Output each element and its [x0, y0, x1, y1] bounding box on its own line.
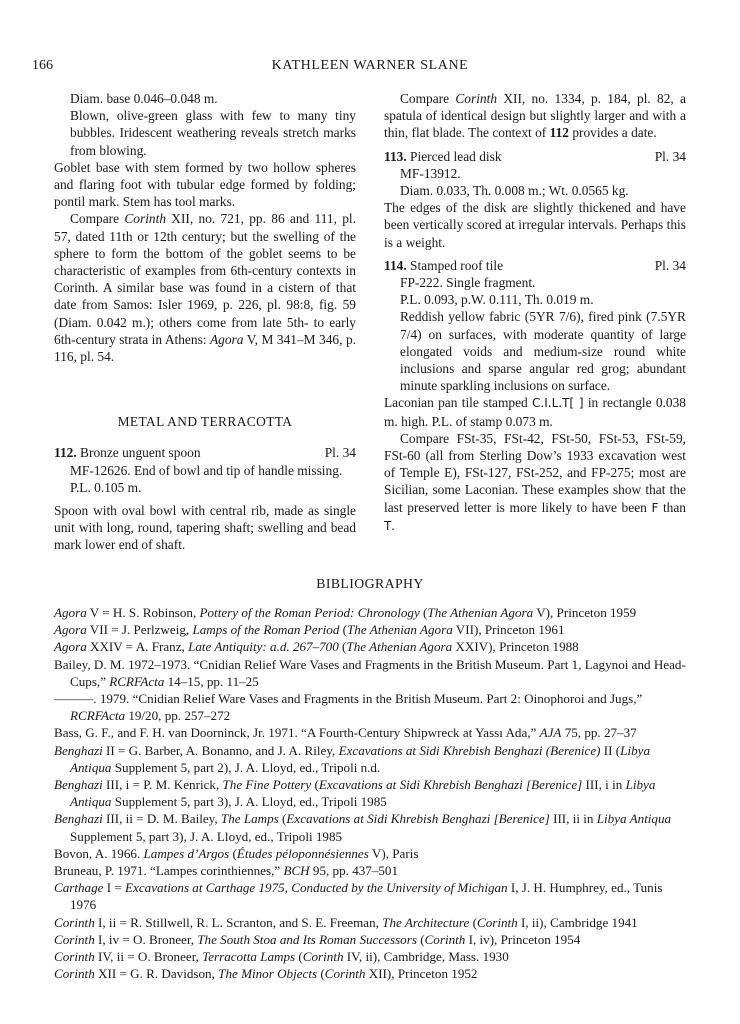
text: Benghazi: [54, 777, 103, 793]
text: V = H. S. Robinson,: [86, 605, 200, 620]
text: Études péloponnésiennes: [236, 845, 369, 861]
paragraph: P.L. 0.093, p.W. 0.111, Th. 0.019 m.: [400, 292, 594, 308]
text: Bass, G. F., and F. H. van Doorninck, Jr. 1971. “A Fourth-Century Shipwreck at Yassı Ada,”: [54, 725, 540, 741]
text: I, J. H. Humphrey, ed., Tunis 1976: [70, 880, 663, 913]
text: Bronze unguent spoon: [76, 445, 201, 461]
plate-ref: Pl. 34: [654, 257, 686, 273]
text: Supplement 5, part 3), J. A. Lloyd, ed., Tripoli 1985: [70, 828, 343, 844]
text: The Minor Objects: [218, 966, 318, 982]
text: IV, ii), Cambridge, Mass. 1930: [343, 949, 509, 965]
running-title: KATHLEEN WARNER SLANE: [271, 58, 469, 73]
text: The Athenian Agora: [427, 605, 534, 620]
paragraph: P.L. 0.105 m.: [70, 479, 142, 495]
text: Agora: [54, 639, 87, 655]
entry-title: [384, 148, 502, 165]
text: Bruneau, P. 1971. “Lampes corinthiennes,”: [54, 863, 284, 879]
text: Benghazi: [54, 811, 103, 827]
text: (: [469, 914, 477, 930]
text: IV, ii = O. Broneer,: [94, 949, 203, 965]
text: Late Antiquity: a.d. 267–700: [188, 639, 339, 655]
paragraph: [54, 210, 356, 365]
text: provides a date.: [568, 125, 657, 141]
text: Compare FSt-35, FSt-42, FSt-50, FSt-53, FSt-59, FSt-60 (all from Sterling Dow’s 1933 excavation west of Temple E), FSt-127, FSt-252, and FP-275; most are Sicilian, some Laconian. These examples show that the last preserved letter is more likely to have been: [384, 430, 686, 515]
text: than: [658, 499, 686, 515]
text: Benghazi: [54, 742, 103, 758]
bib-entry: [54, 638, 688, 655]
left-column: [54, 90, 356, 554]
text: Corinth: [124, 211, 167, 227]
text: Bovon, A. 1966.: [54, 845, 144, 861]
letter: T: [384, 518, 392, 533]
paragraph: Spoon with oval bowl with central rib, made as single unit with long, round, tapering shaft; swelling and bead mark lower end of shaft.: [54, 503, 356, 553]
text: Corinth: [54, 914, 95, 930]
catalog-entry-113: [384, 148, 686, 165]
paragraph: Diam. 0.033, Th. 0.008 m.; Wt. 0.0565 kg.: [400, 183, 629, 199]
text: RCRFActa: [70, 708, 126, 724]
text: Corinth: [54, 931, 95, 947]
entry-title: [384, 257, 503, 274]
bib-entry: [54, 621, 688, 638]
paragraph: [384, 394, 686, 429]
text: Libya Antiqua: [70, 777, 656, 810]
text: V), Princeton 1959: [533, 605, 637, 620]
text: Laconian pan tile stamped: [384, 395, 533, 411]
text: Terracotta Lamps: [202, 949, 296, 965]
entry-title: [54, 444, 201, 461]
text: III, ii = D. M. Bailey,: [102, 811, 221, 827]
text: I, iv), Princeton 1954: [465, 931, 581, 947]
paragraph: [384, 90, 686, 142]
text: Corinth: [54, 949, 95, 965]
text: Corinth: [455, 91, 498, 106]
text: III, i = P. M. Kenrick,: [102, 777, 223, 793]
text: Goblet base with stem formed by two hollow spheres and flaring foot with tubular edge formed by folding; pontil mark. Stem has tool marks.: [54, 159, 356, 210]
text: 19/20, pp. 257–272: [125, 708, 231, 724]
bib-entry: [54, 742, 688, 776]
text: Corinth: [324, 966, 366, 982]
bib-entry: [54, 914, 688, 931]
text: The Lamps: [220, 811, 279, 827]
text: The South Stoa and Its Roman Successors: [197, 931, 417, 947]
text: Excavations at Sidi Khrebish Benghazi [Berenice]: [286, 811, 550, 827]
text: III, ii in: [549, 811, 597, 827]
text: Bailey, D. M. 1972–1973. “Cnidian Relief Ware Vases and Fragments in the British Museum. Part 1, Lagynoi and Head-Cups,”: [54, 656, 686, 689]
bib-entry: [54, 862, 688, 879]
stamp-text: C.I.L.T[ ]: [532, 396, 584, 411]
text: Lampes d’Argos: [143, 845, 230, 861]
text: Corinth: [54, 966, 95, 982]
paragraph: Blown, olive-green glass with few to many tiny bubbles. Iridescent weathering reveals stretch marks from blowing.: [70, 108, 356, 158]
text: (: [229, 845, 237, 861]
text: (: [317, 966, 325, 982]
text: RCRFActa: [109, 673, 165, 689]
text: AJA: [539, 725, 562, 741]
text: V), Paris: [368, 845, 419, 861]
paragraph: Diam. base 0.046–0.048 m.: [70, 91, 218, 106]
paragraph: MF-12626. End of bowl and tip of handle missing.: [70, 462, 343, 478]
page-number: 166: [32, 58, 53, 73]
right-column: [384, 90, 686, 535]
paragraph: Reddish yellow fabric (5YR 7/6), fired pink (7.5YR 7/4) on surfaces, with moderate quantity of large elongated voids and medium-size round white inclusions and sparse angular red grog; abundant minute sparkling inclusions on surface.: [400, 309, 686, 394]
text: I, iv = O. Broneer,: [94, 931, 198, 947]
text: II = G. Barber, A. Bonanno, and J. A. Riley,: [102, 742, 339, 758]
text: (: [419, 605, 428, 620]
text: Compare: [400, 91, 456, 106]
bib-entry: [54, 810, 688, 844]
bib-entry: [54, 948, 688, 965]
paragraph: The edges of the disk are slightly thickened and have been vertically scored at irregular intervals. Perhaps this is a weight.: [384, 200, 686, 250]
entry-number: 113.: [384, 148, 407, 164]
paragraph: [54, 159, 356, 211]
text: Excavations at Carthage 1975, Conducted by the University of Michigan: [125, 880, 508, 896]
bib-entry: [54, 690, 688, 724]
text: (: [311, 777, 319, 793]
text: Libya Antiqua: [596, 811, 672, 827]
text: Excavations at Sidi Khrebish Benghazi [Berenice]: [318, 777, 583, 793]
bib-entry: [54, 931, 688, 948]
text: Compare: [70, 211, 125, 227]
text: Corinth: [424, 931, 466, 947]
text: The Athenian Agora: [346, 639, 453, 655]
bib-entry: [54, 845, 688, 862]
text: XII = G. R. Davidson,: [94, 966, 219, 982]
text: Supplement 5, part 2), J. A. Lloyd, ed., Tripoli n.d.: [111, 759, 381, 775]
bib-entry: [54, 776, 688, 810]
text: Corinth: [302, 949, 344, 965]
bibliography-heading: BIBLIOGRAPHY: [316, 576, 424, 591]
text: 95, pp. 437–501: [309, 863, 399, 879]
text: (: [338, 639, 347, 655]
text: XXIV), Princeton 1988: [452, 639, 579, 655]
text: Stamped roof tile: [406, 257, 504, 273]
text: I =: [103, 880, 126, 896]
text: I, ii = R. Stillwell, R. L. Scranton, and S. E. Freeman,: [94, 914, 383, 930]
text: Supplement 5, part 3), J. A. Lloyd, ed., Tripoli 1985: [111, 794, 387, 810]
text: XII), Princeton 1952: [365, 966, 478, 982]
text: 112: [549, 125, 569, 141]
text: I, ii), Cambridge 1941: [517, 914, 638, 930]
text: III, i in: [582, 777, 626, 793]
catalog-entry-112: [54, 444, 356, 461]
letter: F: [651, 500, 659, 515]
paragraph: MF-13912.: [400, 165, 461, 181]
text: Agora: [209, 331, 244, 347]
text: Libya Antiqua: [70, 742, 650, 775]
text: The Architecture: [382, 914, 470, 930]
text: Carthage: [54, 880, 104, 896]
text: XII, no. 721, pp. 86 and 111, pl. 57, dated 11th or 12th century; but the swelling of the sphere to form the bottom of the goblet seems to be characteristic of examples from 6th-century contexts in Corinth. A similar base was found in a cistern of that date from Samos: Isler 1969, p. 226, pl. 98:8, fig. 59 (Diam. 0.042 m.); others come from late 5th- to early 6th-century strata in Athens:: [54, 211, 356, 347]
text: Agora: [54, 622, 87, 638]
text: Pierced lead disk: [406, 148, 502, 164]
bibliography-list: [54, 604, 688, 982]
bib-entry: [54, 879, 688, 913]
text: ———. 1979. “Cnidian Relief Ware Vases and Fragments in the British Museum. Part 2: Oinophoroi and Jugs,”: [54, 691, 643, 707]
bib-entry: [54, 724, 688, 741]
text: The Athenian Agora: [347, 622, 453, 638]
paragraph: FP-222. Single fragment.: [400, 275, 536, 291]
section-heading: METAL AND TERRACOTTA: [117, 414, 293, 430]
bib-entry: [54, 604, 688, 621]
text: (: [416, 931, 425, 947]
text: V, M 341–M 346, p. 116, pl. 54.: [54, 331, 356, 365]
catalog-entry-114: [384, 257, 686, 274]
bib-entry: [54, 656, 688, 690]
text: II (: [600, 742, 621, 758]
text: Agora: [54, 605, 87, 620]
text: The Fine Pottery: [222, 777, 312, 793]
text: VII = J. Perlzweig,: [86, 622, 193, 638]
text: .: [391, 517, 395, 533]
text: Pottery of the Roman Period: Chronology: [199, 605, 420, 620]
text: Lamps of the Roman Period: [192, 622, 340, 638]
text: XXIV = A. Franz,: [86, 639, 189, 655]
text: Excavations at Sidi Khrebish Benghazi (Berenice): [338, 742, 601, 758]
text: 75, pp. 27–37: [561, 725, 637, 741]
plate-ref: Pl. 34: [324, 445, 356, 461]
paragraph: [384, 430, 686, 535]
text: VII), Princeton 1961: [452, 622, 565, 638]
text: (: [339, 622, 348, 638]
text: BCH: [283, 863, 310, 879]
text: (: [295, 949, 303, 965]
text: XII, no. 1334, p. 184, pl. 82, a spatula of identical design but slightly larger and with a thin, flat blade. The context of: [384, 91, 686, 141]
text: in rectangle 0.038 m. high. P.L. of stamp 0.073 m.: [384, 395, 686, 429]
text: Corinth: [476, 914, 518, 930]
plate-ref: Pl. 34: [654, 148, 686, 164]
entry-number: 112.: [54, 445, 77, 461]
text: (: [278, 811, 287, 827]
bib-entry: [54, 965, 688, 982]
text: 14–15, pp. 11–25: [164, 673, 259, 689]
entry-number: 114.: [384, 257, 407, 273]
